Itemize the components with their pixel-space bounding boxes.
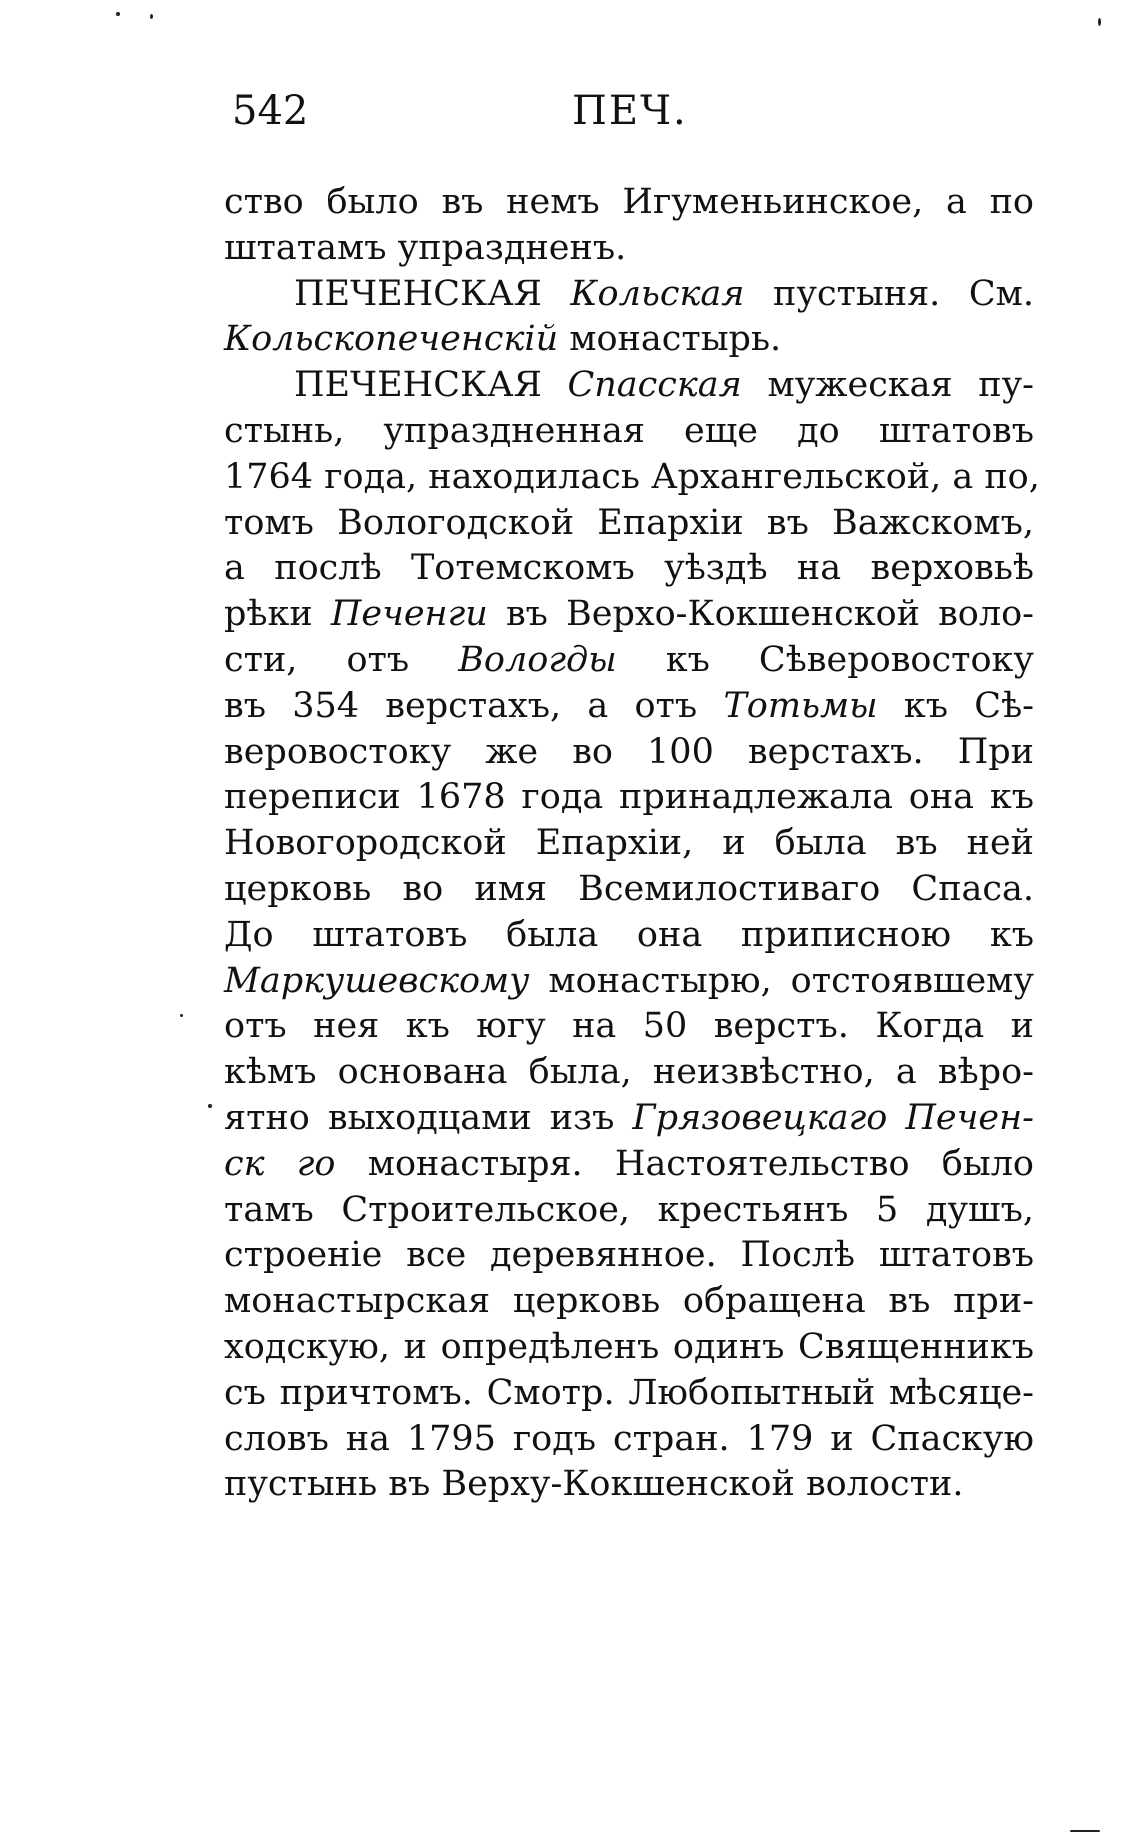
- text-line: [224, 1371, 1034, 1417]
- scan-speck: [116, 12, 120, 16]
- text-run: томъ Вологодской Епархіи въ Важскомъ,: [224, 502, 1034, 543]
- text-run: монастыря. Настоятельство было: [335, 1143, 1034, 1184]
- text-run: словъ на 1795 годъ стран. 179 и Спаскую: [224, 1418, 1034, 1459]
- text-run: ятно выходцами изъ: [224, 1097, 633, 1138]
- text-run: 1764 года, находилась Архангельской, а по,: [224, 456, 1040, 497]
- text-line: [224, 180, 1034, 226]
- text-run: мужеская пу-: [741, 365, 1034, 406]
- italic-name: Кольская: [570, 273, 745, 314]
- text-line: [224, 409, 1034, 455]
- page-number: 542: [232, 88, 309, 134]
- text-line: [224, 501, 1034, 547]
- scan-speck: [1070, 1830, 1100, 1832]
- text-line: [224, 913, 1034, 959]
- text-line: [224, 1050, 1034, 1096]
- scan-speck: [150, 14, 153, 19]
- text-line: [224, 1462, 1034, 1508]
- text-run: сти, отъ: [224, 639, 459, 680]
- italic-name: ск го: [224, 1143, 336, 1184]
- text-line: [224, 226, 1034, 272]
- text-run: ходскую, и опредѣленъ одинъ Священникъ: [224, 1326, 1034, 1367]
- text-line: [224, 317, 1034, 363]
- text-run: монастырь.: [558, 319, 782, 360]
- text-line: [224, 1279, 1034, 1325]
- text-run: ство было въ немъ Игуменьинское, а по: [224, 182, 1034, 222]
- text-line: [224, 1142, 1034, 1188]
- text-run: штатамъ упраздненъ.: [224, 227, 627, 268]
- body-text: [224, 180, 1040, 1508]
- italic-name: Кольскопеченскій: [224, 319, 559, 360]
- text-run: съ причтомъ. Смотр. Любопытный мѣсяце-: [224, 1372, 1034, 1413]
- text-line: [224, 1233, 1034, 1279]
- text-line: [224, 1096, 1034, 1142]
- italic-name: Вологды: [458, 639, 617, 680]
- text-run: До штатовъ была она приписною къ: [224, 914, 1034, 955]
- scan-speck: [180, 1014, 183, 1017]
- text-run: переписи 1678 года принадлежала она къ: [224, 777, 1034, 818]
- text-run: тамъ Строительское, крестьянъ 5 душъ,: [224, 1189, 1034, 1230]
- running-head: ПЕЧ.: [572, 88, 688, 134]
- text-run: веровостоку же во 100 верстахъ. При: [224, 731, 1034, 772]
- text-line: [224, 638, 1034, 684]
- italic-name: Грязовецкаго Печен-: [632, 1097, 1034, 1138]
- text-line: [224, 775, 1034, 821]
- italic-name: Маркушевскому: [224, 960, 530, 1001]
- text-line: [224, 867, 1034, 913]
- italic-name: Тотьмы: [723, 685, 878, 726]
- text-run: ПЕЧЕНСКАЯ: [294, 273, 571, 314]
- text-line: [224, 730, 1034, 776]
- text-line: [224, 455, 1040, 501]
- text-run: строеніе все деревянное. Послѣ штатовъ: [224, 1235, 1034, 1276]
- text-line: [224, 1188, 1034, 1234]
- page-header: [232, 88, 1012, 148]
- text-line: [224, 684, 1034, 730]
- text-run: рѣки: [224, 594, 331, 635]
- text-run: ПЕЧЕНСКАЯ: [294, 365, 568, 406]
- text-run: стынь, упраздненная еще до штатовъ: [224, 410, 1034, 451]
- text-run: а послѣ Тотемскомъ уѣздѣ на верховьѣ: [224, 548, 1034, 589]
- scan-speck: [208, 1104, 212, 1108]
- scan-speck: [1098, 18, 1101, 26]
- text-line: [224, 1004, 1034, 1050]
- text-line: [224, 821, 1034, 867]
- text-line: [224, 592, 1034, 638]
- text-run: въ Верхо-Кокшенской воло-: [487, 594, 1034, 635]
- text-run: пустынь въ Верху-Кокшенской волости.: [224, 1464, 964, 1505]
- text-run: къ Сѣ-: [877, 685, 1034, 726]
- text-line: [224, 1325, 1034, 1371]
- text-run: пустыня. См.: [744, 273, 1034, 314]
- text-run: въ 354 верстахъ, а отъ: [224, 685, 724, 726]
- text-line: [224, 959, 1034, 1005]
- text-run: отъ нея къ югу на 50 верстъ. Когда и: [224, 1006, 1034, 1047]
- text-run: церковь во имя Всемилостиваго Спаса.: [224, 868, 1034, 909]
- text-run: монастырю, отстоявшему: [529, 960, 1034, 1001]
- text-run: къ Сѣверовостоку: [616, 639, 1034, 680]
- text-line: [224, 546, 1034, 592]
- italic-name: Спасская: [567, 365, 742, 406]
- text-run: кѣмъ основана была, неизвѣстно, а вѣро-: [224, 1052, 1034, 1093]
- text-line: [224, 363, 1034, 409]
- text-line: [224, 272, 1034, 318]
- text-run: монастырская церковь обращена въ при-: [224, 1281, 1034, 1322]
- text-run: Новогородской Епархіи, и была въ ней: [224, 823, 1034, 864]
- text-line: [224, 1417, 1034, 1463]
- italic-name: Печенги: [330, 594, 488, 635]
